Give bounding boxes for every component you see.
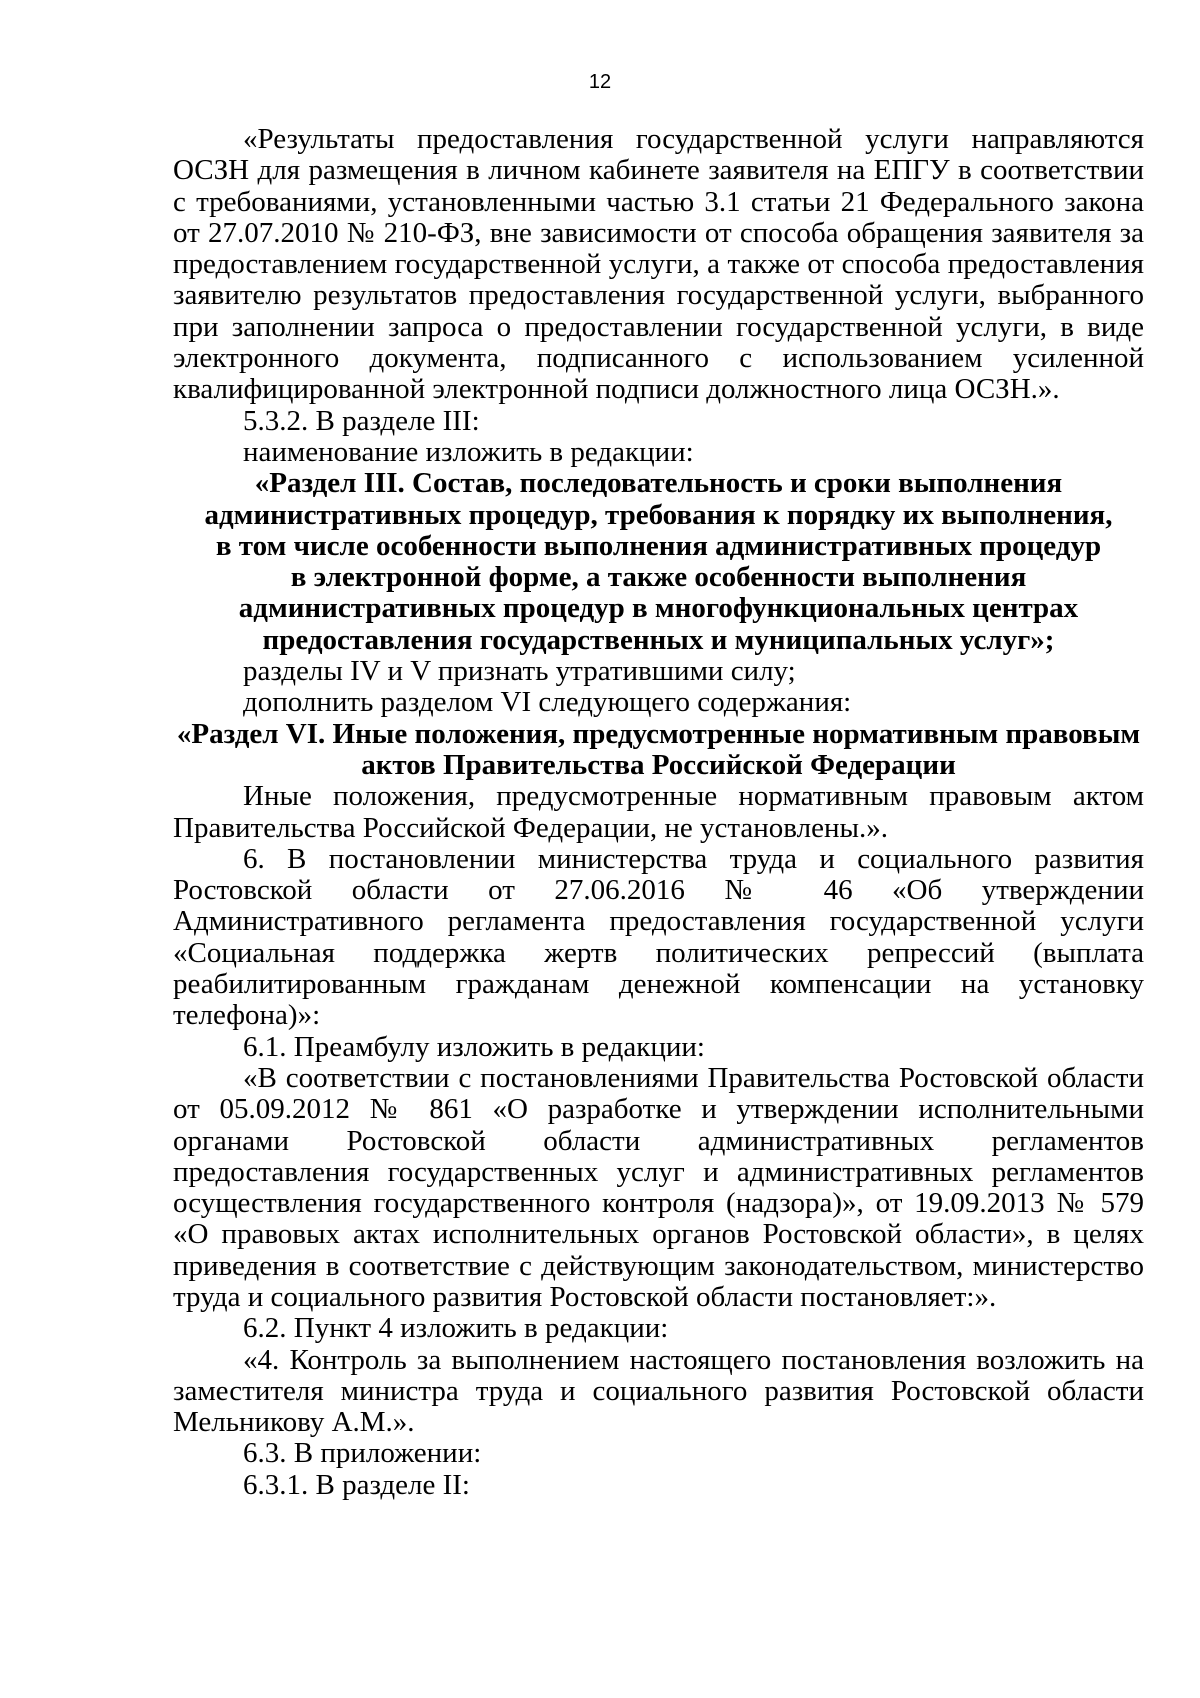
- page-number: 12: [588, 71, 612, 93]
- heading-line: в электронной форме, а также особенности выполнения: [290, 561, 1027, 594]
- paragraph-item-6: 6. В постановлении министерства труда и социального развития Ростовской области от 27.06.2016 № 46 «Об утверждении Административного регламента предоставления государственной услуги «Социальная поддержка жертв политических репрессий (выплата реабилитированным гражданам денежной компенсации на установку телефона)»:: [173, 842, 1144, 1032]
- paragraph-section-3-ref: 5.3.2. В разделе III:: [243, 404, 480, 437]
- heading-line: в том числе особенности выполнения административных процедур: [215, 529, 1102, 562]
- paragraph-other-provisions: Иные положения, предусмотренные нормативным правовым актом Правительства Российской Федерации, не установлены.».: [173, 780, 1144, 844]
- paragraph-item-6-3-1: 6.3.1. В разделе II:: [243, 1468, 470, 1501]
- heading-line: административных процедур в многофункциональных центрах: [238, 592, 1079, 625]
- heading-line: актов Правительства Российской Федерации: [361, 748, 956, 781]
- heading-line: «Раздел III. Состав, последовательность и сроки выполнения: [254, 467, 1063, 500]
- paragraph-sections-repealed: разделы IV и V признать утратившими силу;: [243, 655, 796, 688]
- paragraph-result-delivery: «Результаты предоставления государственной услуги направляются ОСЗН для размещения в личном кабинете заявителя на ЕПГУ в соответствии с требованиями, установленными частью 3.1 статьи 21 Федерального закона от 27.07.2010 № 210-ФЗ, вне зависимости от способа обращения заявителя за предоставлением государственной услуги, а также от способа предоставления заявителю результатов предоставления государственной услуги, выбранного при заполнении запроса о предоставлении государственной услуги, в виде электронного документа, подписанного с использованием усиленной квалифицированной электронной подписи должностного лица ОСЗН.».: [173, 123, 1144, 406]
- heading-line: административных процедур, требования к порядку их выполнения,: [204, 498, 1113, 531]
- heading-line: предоставления государственных и муниципальных услуг»;: [262, 623, 1055, 656]
- paragraph-preamble-text: «В соответствии с постановлениями Правительства Ростовской области от 05.09.2012 № 861 «О разработке и утверждении исполнительными органами Ростовской области административных регламентов предоставления государственных услуг и административных регламентов осуществления государственного контроля (надзора)», от 19.09.2013 № 579 «О правовых актах исполнительных органов Ростовской области», в целях приведения в соответствие с действующим законодательством, министерство труда и социального развития Ростовской области постановляет:».: [173, 1061, 1144, 1313]
- paragraph-title-edit: наименование изложить в редакции:: [243, 435, 694, 468]
- document-body: [173, 124, 1144, 1501]
- paragraph-item-6-3: 6.3. В приложении:: [243, 1437, 482, 1470]
- section-6-heading: [173, 719, 1144, 782]
- paragraph-item-6-2: 6.2. Пункт 4 изложить в редакции:: [243, 1312, 669, 1345]
- section-3-heading: [173, 468, 1144, 656]
- heading-line: «Раздел VI. Иные положения, предусмотренные нормативным правовым: [176, 717, 1141, 750]
- paragraph-item-4-text: «4. Контроль за выполнением настоящего постановления возложить на заместителя министра труда и социального развития Ростовской области Мельникову А.М.».: [173, 1343, 1144, 1439]
- paragraph-add-section-6: дополнить разделом VI следующего содержания:: [243, 686, 852, 719]
- paragraph-item-6-1: 6.1. Преамбулу изложить в редакции:: [243, 1030, 705, 1063]
